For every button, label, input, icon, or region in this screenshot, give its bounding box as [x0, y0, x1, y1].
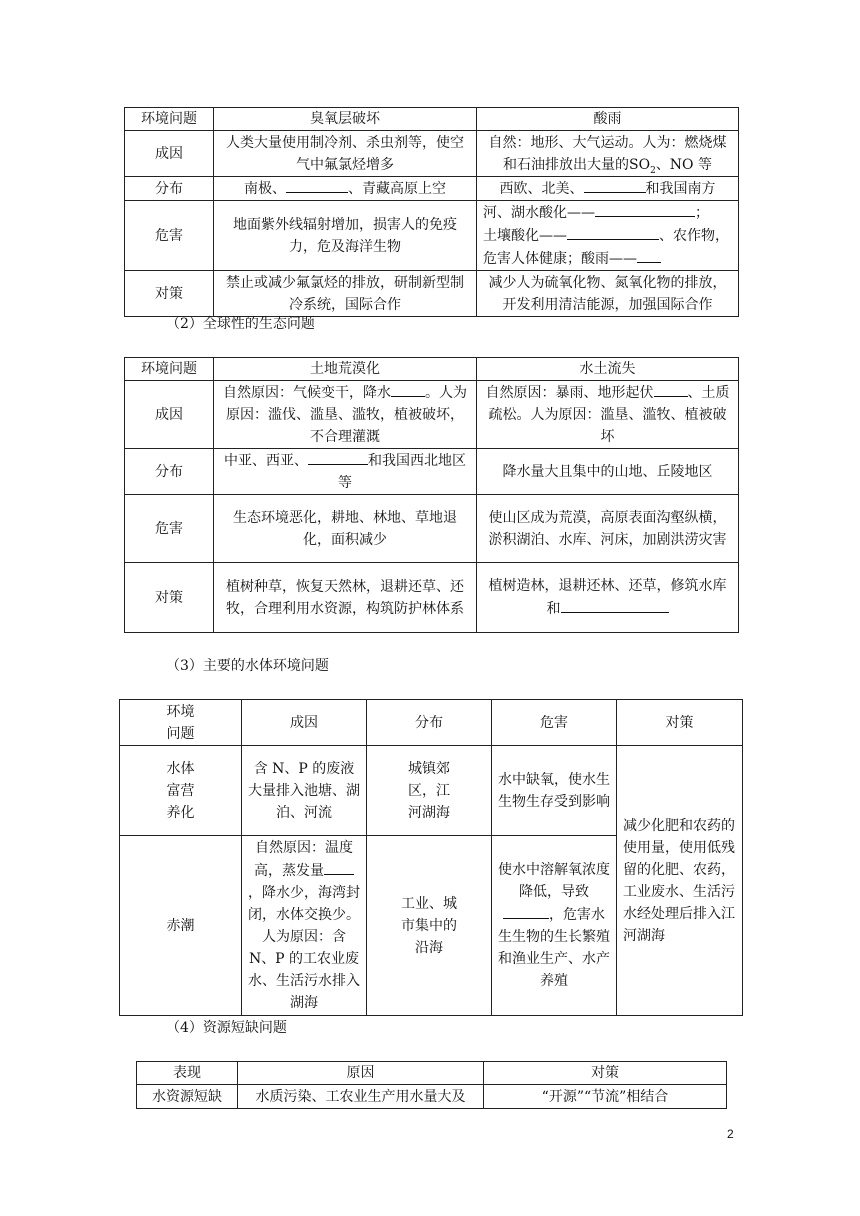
cell-text: 土壤酸化—— — [483, 228, 567, 244]
cell-text: 、NO 等 — [655, 156, 712, 173]
fill-blank — [584, 177, 646, 193]
table-row — [125, 131, 739, 177]
header-cell — [120, 700, 242, 746]
cell: “开源”“节流”相结合 — [484, 1085, 727, 1109]
row-label: 成因 — [125, 131, 214, 177]
table-row — [125, 449, 739, 495]
cell-text: 中亚、西亚、 — [224, 453, 308, 469]
subscript: 2 — [650, 165, 656, 176]
cell-text: 和我国西北地区等 — [338, 453, 466, 491]
table-resource-shortage — [136, 1061, 727, 1109]
page-number: 2 — [727, 1127, 734, 1141]
row-label-text: 水体富营养化 — [166, 760, 195, 821]
cell — [477, 131, 739, 177]
row-label: 赤潮 — [120, 836, 242, 1016]
section-caption: （2）全球性的生态问题 — [166, 316, 315, 332]
row-label: 对策 — [125, 563, 214, 633]
table-row — [125, 271, 739, 317]
table-row — [125, 563, 739, 633]
cell: 含 N、P 的废液大量排入池塘、湖泊、河流 — [242, 746, 367, 836]
header-cell: 表现 — [137, 1062, 238, 1085]
cell-text: 。人为原因：滥伐、滥垦、滥牧，植被破坏，不合理灌溉 — [226, 385, 467, 445]
table-row — [125, 381, 739, 449]
header-cell: 对策 — [617, 700, 743, 746]
fill-blank — [391, 381, 425, 397]
cell — [477, 563, 739, 633]
cell: 地面紫外线辐射增加，损害人的免疫力，危及海洋生物 — [214, 201, 477, 271]
table-header-row — [120, 700, 743, 746]
header-cell: 水土流失 — [477, 358, 739, 381]
fill-blank — [637, 247, 661, 263]
header-cell: 对策 — [484, 1062, 727, 1085]
table-row — [120, 746, 743, 836]
cell-text: SO — [629, 156, 651, 173]
cell-text: 河、湖水酸化—— — [483, 205, 595, 221]
cell: 使山区成为荒漠，高原表面沟壑纵横，淤积湖泊、水库、河床，加剧洪涝灾害 — [477, 495, 739, 563]
fill-blank — [308, 449, 368, 465]
table-row — [125, 201, 739, 271]
row-label: 危害 — [125, 201, 214, 271]
cell — [492, 836, 617, 1016]
row-label: 分布 — [125, 449, 214, 495]
cell-text: 自然原因：暴雨、地形起伏 — [485, 385, 654, 401]
row-label: 对策 — [125, 271, 214, 317]
cell — [242, 836, 367, 1016]
cell-text: 和我国南方 — [645, 181, 716, 197]
header-cell: 危害 — [492, 700, 617, 746]
header-cell: 土地荒漠化 — [214, 358, 477, 381]
fill-blank — [503, 903, 549, 919]
table-water-environment — [119, 699, 743, 1016]
row-label — [120, 746, 242, 836]
cell-text: 、农作物，危害人体健康；酸雨—— — [483, 228, 729, 267]
cell-text: 自然：地形、大气运动。人为：燃烧煤和石油排放出大量的 — [488, 134, 727, 173]
header-cell: 成因 — [242, 700, 367, 746]
table-desertification-soil-erosion — [124, 357, 739, 633]
cell-text: 植树造林，退耕还林、还草，修筑水库和 — [488, 578, 727, 617]
fill-blank — [654, 381, 688, 397]
cell — [214, 177, 477, 201]
table-ozone-acid-rain — [124, 107, 739, 317]
cell-text: 、土质疏松。人为原因：滥垦、滥牧、植被破坏 — [488, 385, 730, 445]
row-label: 危害 — [125, 495, 214, 563]
cell-text: 、青藏高原上空 — [348, 181, 446, 197]
cell — [367, 836, 492, 1016]
header-text: 环境问题 — [166, 703, 195, 742]
cell-text: 南极、 — [244, 181, 286, 197]
table-header-row — [125, 108, 739, 131]
row-label: 分布 — [125, 177, 214, 201]
fill-blank — [324, 859, 354, 875]
cell-text: ； — [695, 205, 709, 221]
cell — [214, 381, 477, 449]
cell: 水中缺氧，使水生生物生存受到影响 — [492, 746, 617, 836]
section-caption: （3）主要的水体环境问题 — [166, 658, 329, 674]
table-row — [137, 1085, 727, 1109]
cell: 禁止或减少氟氯烃的排放，研制新型制冷系统，国际合作 — [214, 271, 477, 317]
cell-text: 使水中溶解氧浓度降低，导致 — [498, 862, 610, 900]
cell: 植树种草，恢复天然林，退耕还草、还牧，合理利用水资源，构筑防护林体系 — [214, 563, 477, 633]
section-caption: （4）资源短缺问题 — [166, 1020, 287, 1036]
header-cell: 酸雨 — [477, 108, 739, 131]
cell: 减少人为硫氧化物、氮氧化物的排放，开发利用清洁能源，加强国际合作 — [477, 271, 739, 317]
fill-blank — [595, 201, 695, 217]
header-cell: 分布 — [367, 700, 492, 746]
cell: 生态环境恶化，耕地、林地、草地退化，面积减少 — [214, 495, 477, 563]
header-cell: 臭氧层破坏 — [214, 108, 477, 131]
table-row — [125, 495, 739, 563]
cell-text: 城镇郊区，江河湖海 — [408, 760, 450, 821]
table-header-row — [125, 358, 739, 381]
row-label: 水资源短缺 — [137, 1085, 238, 1109]
cell: 人类大量使用制冷剂、杀虫剂等，使空气中氟氯烃增多 — [214, 131, 477, 177]
cell — [477, 381, 739, 449]
table-header-row — [137, 1062, 727, 1085]
cell — [477, 177, 739, 201]
cell: 水质污染、工农业生产用水量大及 — [238, 1085, 484, 1109]
cell-text: 西欧、北美、 — [499, 181, 584, 197]
cell — [214, 449, 477, 495]
header-cell: 原因 — [238, 1062, 484, 1085]
cell: 降水量大且集中的山地、丘陵地区 — [477, 449, 739, 495]
table-row — [125, 177, 739, 201]
cell-text: ，危害水生生物的生长繁殖和渔业生产、水产养殖 — [498, 907, 610, 989]
row-label: 成因 — [125, 381, 214, 449]
fill-blank — [567, 224, 659, 240]
header-cell: 环境问题 — [125, 358, 214, 381]
cell-text: 自然原因：温度高，蒸发量 — [254, 840, 353, 879]
cell-text: 自然原因：气候变干，降水 — [223, 385, 391, 401]
cell-text: ，降水少，海湾封闭，水体交换少。人为原因：含 N、P 的工农业废水、生活污水排入湖海 — [248, 885, 360, 1011]
fill-blank — [561, 597, 669, 613]
measure-cell: 减少化肥和农药的使用量，使用低残留的化肥、农药，工业废水、生活污水经处理后排入江河湖海 — [617, 746, 743, 1016]
cell-text: 工业、城市集中的沿海 — [401, 895, 457, 956]
fill-blank — [286, 177, 348, 193]
cell — [367, 746, 492, 836]
header-cell: 环境问题 — [125, 108, 214, 131]
cell — [477, 201, 739, 271]
